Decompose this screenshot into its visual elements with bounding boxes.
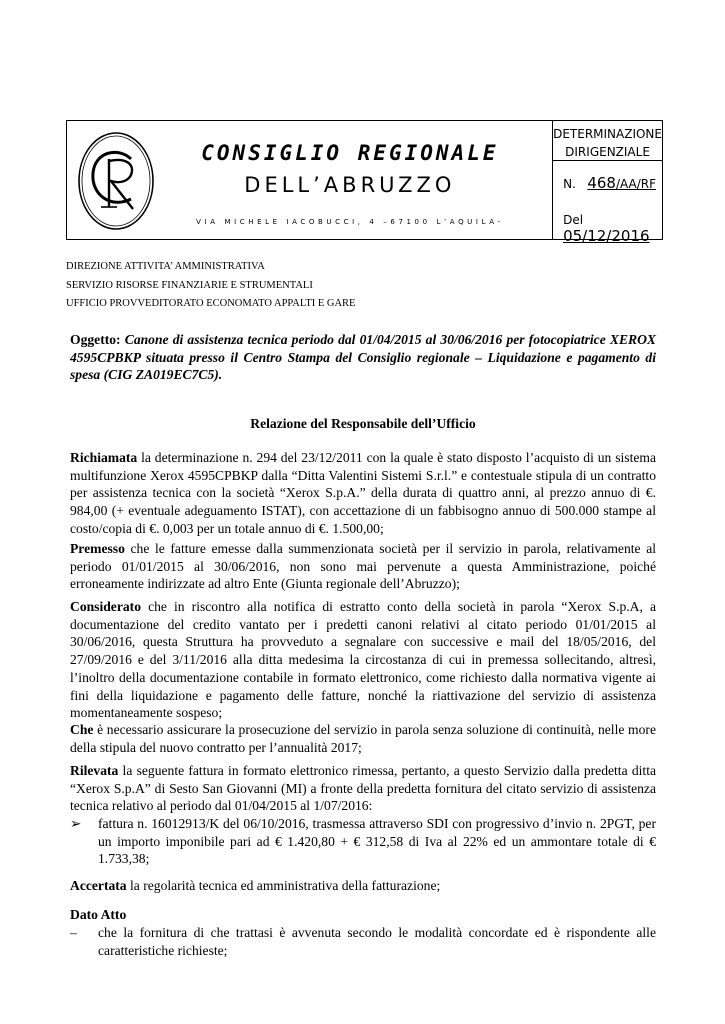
paragraph-text: la determinazione n. 294 del 23/12/2011 con la quale è stato disposto l’acquisto di un sistema multifunzione Xerox 4595CPBKP dalla “Ditta Valentini Sistemi S.r.l.” e contestuale stipula di un contratto per assistenza tecnica con la società “Xerox S.p.A.” della durata di quattro anni, al prezzo annuo di €. 984,00 (+ eventuale adeguamento ISTAT), con accettazione di un fabbisogno annuo di 500.000 stampe al costo/copia di €. 0,003 per un totale annuo di €. 1.500,00;: [70, 450, 656, 536]
paragraph-text: che le fatture emesse dalla summenzionata società per il servizio in parola, relativamente al periodo 01/01/2015 al 30/06/2016, non sono mai pervenute a questa Amministrazione, poiché erroneamente indirizzate ad altro Ente (Giunta regionale dell’Abruzzo);: [70, 541, 656, 592]
paragraph-lead: Rilevata: [70, 763, 119, 778]
list-item-text: che la fornitura di che trattasi è avvenuta secondo le modalità concordate ed è rispondente alle caratteristiche richieste;: [98, 925, 656, 958]
paragraph-lead: Accertata: [70, 878, 127, 893]
paragraph-text: la seguente fattura in formato elettronico rimessa, pertanto, a questo Servizio dalla predetta ditta “Xerox S.p.A” di Sesto San Giovanni (MI) a fronte della predetta fornitura del citato servizio di assistenza tecnica relativo al periodo dal 01/04/2015 al 1/07/2016:: [70, 763, 656, 814]
date-value: 05/12/2016: [563, 227, 650, 245]
list-item-text: fattura n. 16012913/K del 06/10/2016, trasmessa attraverso SDI con progressivo d’invio n. 2PGT, per un importo imponibile pari ad € 1.420,80 + € 312,58 di Iva al 22% ed un ammontare totale di € 1.733,38;: [98, 816, 656, 867]
subject: [70, 331, 656, 384]
document-header: [66, 120, 663, 245]
paragraph-lead: Dato Atto: [70, 907, 127, 922]
determination-heading: [553, 121, 662, 161]
date-label: Del: [563, 213, 584, 227]
number-label: N.: [563, 177, 576, 191]
logo-cell: [67, 121, 148, 239]
dash-bullet-icon: –: [70, 925, 77, 940]
paragraph-lead: Considerato: [70, 599, 141, 614]
number-value: 468: [587, 174, 616, 192]
arrow-bullet-icon: ➢: [70, 816, 82, 831]
paragraph-text: è necessario assicurare la prosecuzione del servizio in parola senza soluzione di continuità, nelle more della stipula del nuovo contratto per l’annualità 2017;: [70, 722, 656, 755]
office-line: UFFICIO PROVVEDITORATO ECONOMATO APPALTI E GARE: [66, 298, 356, 310]
paragraph-premesso: [70, 540, 656, 593]
page-subtitle: DELL’ABRUZZO: [244, 173, 456, 197]
paragraph-dato-atto: [70, 906, 656, 924]
paragraph-text: la regolarità tecnica ed amministrativa della fatturazione;: [126, 878, 441, 893]
determination-date: [563, 213, 662, 245]
paragraph-accertata: [70, 877, 656, 895]
address: VIA MICHELE IACOBUCCI, 4 –67100 L’AQUILA-: [196, 218, 504, 226]
report-title: Relazione del Responsabile dell’Ufficio: [250, 416, 476, 431]
paragraph-rilevata: [70, 762, 656, 815]
list-item: [70, 924, 656, 959]
number-suffix: /AA/RF: [615, 177, 657, 191]
determination-line2: DIRIGENZIALE: [565, 145, 650, 159]
determination-cell: [552, 121, 662, 245]
paragraph-richiamata: [70, 449, 656, 538]
page-title: CONSIGLIO REGIONALE: [201, 141, 499, 165]
paragraph-che: [70, 721, 656, 756]
paragraph-lead: Richiamata: [70, 450, 138, 465]
paragraph-lead: Premesso: [70, 541, 125, 556]
office-line: SERVIZIO RISORSE FINANZIARIE E STRUMENTALI: [66, 279, 313, 291]
determination-line1: DETERMINAZIONE: [553, 127, 662, 141]
subject-label: Oggetto:: [70, 332, 121, 347]
paragraph-considerato: [70, 598, 656, 722]
cr-monogram-icon: [75, 129, 157, 233]
title-cell: [148, 121, 552, 239]
list-item: [70, 815, 656, 868]
subject-text: Canone di assistenza tecnica periodo dal 01/04/2015 al 30/06/2016 per fotocopiatrice XEROX 4595CPBKP situata presso il Centro Stampa del Consiglio regionale – Liquidazione e pagamento di spesa (CIG ZA019EC7C5).: [70, 332, 656, 383]
office-list: [66, 258, 355, 314]
paragraph-text: che in riscontro alla notifica di estratto conto della società in parola “Xerox S.p.A, a documentazione del credito vantato per i predetti canoni relativi al citato periodo 01/01/2015 al 30/06/2016, questa Struttura ha provveduto a segnalare con successive e mail del 18/05/2016, del 27/09/2016 e del 3/11/2016 alla ditta medesima la circostanza di cui in premessa sollecitando, altresì, l’inoltro della documentazione contabile in formato elettronico, come richiesto dalla normativa vigente ai fini della liquidazione e pagamento delle fatture, nonché la riattivazione del servizio di assistenza momentaneamente sospeso;: [70, 599, 656, 721]
office-line: DIREZIONE ATTIVITA’ AMMINISTRATIVA: [66, 261, 265, 272]
paragraph-lead: Che: [70, 722, 94, 737]
determination-number: [563, 174, 656, 192]
